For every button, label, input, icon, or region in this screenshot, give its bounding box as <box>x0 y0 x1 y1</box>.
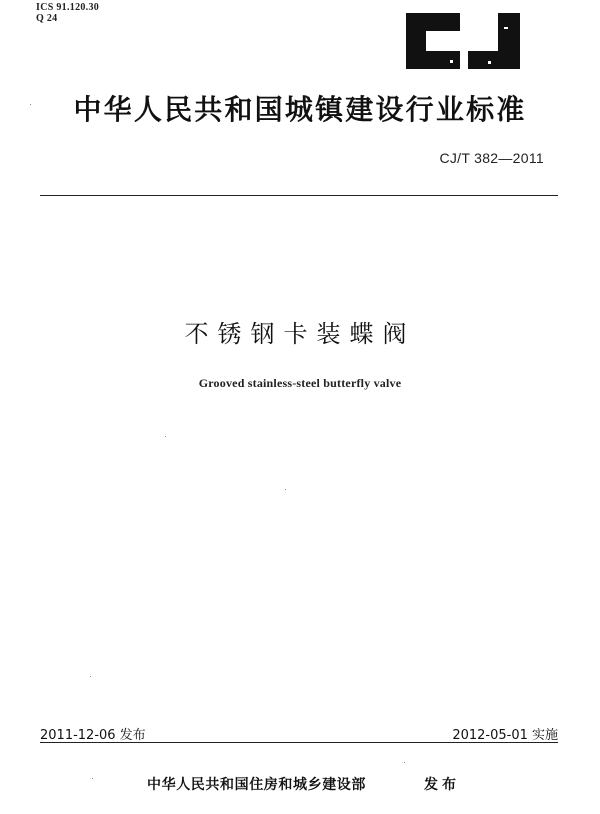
scan-speck <box>30 104 31 105</box>
ics-code: ICS 91.120.30 <box>36 2 100 13</box>
classification-codes <box>36 2 99 24</box>
publisher: 中华人民共和国住房和城乡建设部 <box>147 777 366 793</box>
scan-speck <box>90 676 91 677</box>
implementation-date: 2012-05-01 实施 <box>452 728 558 743</box>
category-title: 中华人民共和国城镇建设行业标准 <box>73 93 527 126</box>
standard-number: CJ/T 382—2011 <box>439 150 544 166</box>
publish-label: 发布 <box>424 777 460 793</box>
ccs-code: Q 24 <box>36 13 58 24</box>
standard-title-chinese: 不锈钢卡装蝶阀 <box>184 320 416 348</box>
scan-speck <box>404 762 405 763</box>
issue-date: 2011-12-06 发布 <box>40 728 146 743</box>
scan-speck <box>92 778 93 779</box>
scan-speck <box>285 489 286 490</box>
cj-logo <box>404 11 524 71</box>
bottom-divider <box>40 742 558 743</box>
top-divider <box>40 195 558 196</box>
standard-title-english: Grooved stainless-steel butterfly valve <box>198 376 402 390</box>
scan-speck <box>165 436 166 437</box>
